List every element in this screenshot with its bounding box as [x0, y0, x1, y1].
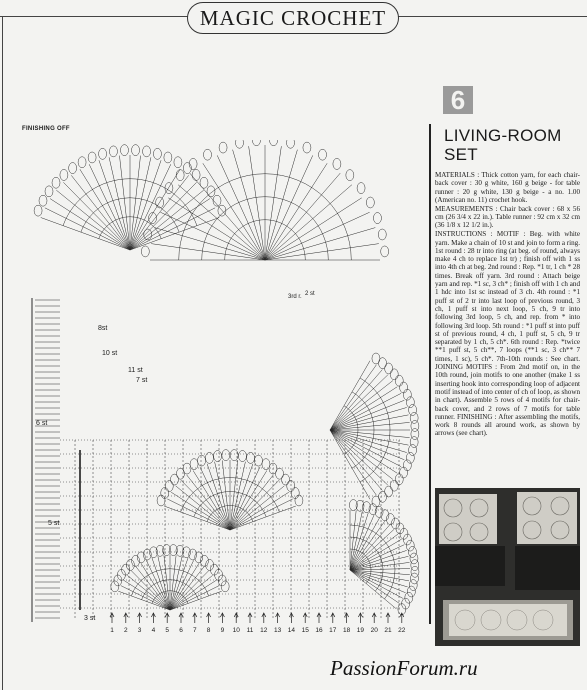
column-number: 20	[370, 627, 378, 634]
fan-spoke	[217, 155, 265, 260]
column-number: 11	[246, 627, 254, 634]
column-number: 3	[137, 627, 142, 634]
fan-picot	[295, 495, 303, 506]
fan-spoke	[350, 515, 374, 570]
fan-picot	[143, 146, 151, 157]
fan-picot	[373, 213, 381, 224]
fan-picot	[410, 412, 418, 423]
magazine-header	[187, 2, 399, 34]
fan-spoke	[265, 198, 362, 260]
fan-spoke	[265, 163, 327, 260]
column-number: 18	[342, 627, 351, 634]
fan-spoke	[63, 182, 130, 250]
magazine-title: MAGIC CROCHET	[199, 5, 387, 30]
fan-spoke	[155, 228, 265, 260]
fan-picot	[45, 186, 53, 197]
fan-picot	[34, 205, 42, 216]
row-label: 6 st	[36, 420, 48, 427]
fan-spoke	[203, 163, 265, 260]
column-number: 14	[287, 627, 296, 634]
fan-picot	[411, 429, 419, 440]
row-label: 3 st	[84, 615, 96, 622]
fan-spoke	[230, 475, 273, 530]
fan-spoke	[350, 570, 400, 604]
column-number: 21	[384, 627, 392, 634]
fan-picot	[235, 140, 243, 148]
fan-spoke	[330, 365, 376, 430]
product-photo	[435, 488, 580, 646]
fan-picot	[109, 146, 117, 157]
fan-spoke	[330, 430, 393, 479]
fan-picot	[164, 152, 172, 163]
row-label: 10 st	[102, 350, 118, 357]
fan-spoke	[249, 146, 265, 260]
fan-picot	[357, 183, 365, 194]
fan-picot	[281, 474, 289, 485]
column-number: 1	[110, 627, 114, 634]
column-number: 4	[151, 627, 156, 634]
fan-picot	[410, 437, 418, 448]
fan-picot	[333, 158, 341, 169]
fan-spoke	[181, 480, 230, 530]
fan-picot	[39, 195, 47, 206]
fan-picot	[141, 246, 149, 257]
row-label: 5 st	[48, 520, 60, 527]
fan-spoke	[109, 157, 130, 250]
fan-spoke	[330, 370, 382, 430]
fan-picot	[200, 177, 208, 188]
fan-picot	[408, 546, 416, 557]
fan-picot	[192, 169, 200, 180]
fan-spoke	[265, 155, 313, 260]
fan-spoke	[265, 228, 375, 260]
fan-picot	[207, 186, 215, 197]
fan-picot	[406, 540, 414, 551]
fan-spoke	[265, 212, 370, 260]
fan-picot	[198, 455, 206, 466]
fan-spoke	[350, 570, 406, 593]
living-room-photo	[435, 488, 580, 646]
title-line-1: LIVING-ROOM	[444, 126, 562, 145]
fan-spoke	[265, 150, 297, 260]
fan-picot	[111, 581, 119, 592]
column-number: 22	[398, 627, 406, 634]
title-line-2: SET	[444, 145, 478, 164]
fan-picot	[287, 140, 295, 148]
measurements-paragraph: MEASUREMENTS : Chair back cover : 68 x 56 cm (26 3/4 x 22 in.). Table runner : 92 cm x 32 cm (36 1/8 x 12 1/2 in.).	[435, 204, 580, 230]
fan-picot	[390, 480, 398, 491]
fan-picot	[405, 592, 413, 603]
fan-spoke	[230, 480, 279, 530]
fan-spoke	[265, 185, 352, 260]
fan-spoke	[130, 182, 197, 250]
fan-picot	[400, 467, 408, 478]
fan-picot	[203, 149, 211, 160]
fan-spoke	[151, 244, 265, 260]
fan-picot	[409, 404, 417, 415]
fan-spoke	[233, 150, 265, 260]
column-number: 10	[232, 627, 240, 634]
fan-spoke	[330, 400, 404, 430]
fan-picot	[205, 452, 213, 463]
column-number: 13	[273, 627, 282, 634]
fan-picot	[157, 495, 165, 506]
column-number: 2	[123, 627, 128, 634]
fan-picot	[69, 163, 77, 174]
fan-picot	[319, 149, 327, 160]
fan-picot	[395, 474, 403, 485]
fan-spoke	[130, 157, 151, 250]
article-sidebar	[423, 86, 583, 646]
fan-picot	[222, 450, 230, 461]
column-number: 15	[301, 627, 309, 634]
fan-picot	[385, 486, 393, 497]
fan-picot	[230, 450, 238, 461]
fan-picot	[409, 580, 417, 591]
fan-spoke	[330, 430, 410, 438]
column-number: 5	[165, 627, 170, 634]
column-number: 6	[179, 627, 183, 634]
fan-picot	[411, 560, 419, 571]
article-body	[435, 171, 580, 438]
fan-spoke	[265, 146, 281, 260]
instructions-paragraph: INSTRUCTIONS : MOTIF : Beg. with white yarn. Make a chain of 10 st and join to form a ring. 1st round : 28 tr into ring (at beg. of round, always make 4 ch to replace 1st tr) ; finish off with 1 ss into 4th ch at beg. 2nd round : Rep. *1 tr, 1 ch * 28 times. Break off yarn. 3rd round : Attach beige yarn and rep. *1 sc, 3 ch* ; finish off with 1 ch and 1 hdc into 1st sc instead of 3 ch. 4th round : *1 puff st of 2 tr into last loop of previous round, 3 ch, 1 puff st into next loop, 5 ch, 9 tr into following 3rd loop, 5 ch, and rep. from * into following 3rd loop. 5th round : *1 puff st into puff st of previous round, 4 ch, 1 puff st, 5 ch, 9 tr separated by 1 ch, 5 ch*. 6th round : Rep. *twice **1 puff st, 5 ch**, 7 loops (**1 sc, 3 ch** 7 times, 1 sc), 5 ch*. 7th-10th rounds : See chart. JOINING MOTIFS : From 2nd motif on, in the 10th round, join motifs to one another (make 1 ss inserting hook into corresponding loop of adjacent motif instead of into center of ch of loop, as shown in chart). Assemble 5 rows of 4 motifs for chair-back cover, and 2 rows of 7 motifs for table runner. FINISHING : After assembling the motifs, work 8 rounds all around work, as shown by arrows (see chart).	[435, 230, 580, 438]
round-label: 3rd r.	[288, 294, 302, 300]
fan-picot	[254, 455, 262, 466]
fan-picot	[174, 157, 182, 168]
fan-picot	[379, 358, 387, 369]
fan-picot	[153, 148, 161, 159]
pattern-number	[443, 86, 473, 114]
fan-spoke	[170, 571, 209, 610]
fan-picot	[99, 148, 107, 159]
fan-spoke	[71, 175, 130, 250]
fan-spoke	[187, 475, 230, 530]
fan-picot	[407, 586, 415, 597]
column-number: 9	[220, 627, 225, 634]
crochet-chart	[20, 140, 420, 635]
fan-picot	[219, 142, 227, 153]
fan-spoke	[265, 173, 340, 260]
fan-spoke	[130, 208, 215, 250]
fan-spoke	[330, 430, 382, 490]
fan-spoke	[350, 570, 409, 581]
fan-picot	[409, 445, 417, 456]
round-label: 2 st	[305, 291, 315, 297]
fan-picot	[88, 152, 96, 163]
fan-picot	[366, 197, 374, 208]
fan-picot	[190, 459, 198, 470]
left-border	[2, 16, 3, 690]
fan-spoke	[160, 212, 265, 260]
fan-picot	[132, 145, 140, 156]
column-number: 16	[315, 627, 323, 634]
finishing-off-label: FINISHING OFF	[22, 126, 70, 132]
row-label: 8st	[98, 325, 108, 332]
fan-picot	[221, 581, 229, 592]
fan-spoke	[330, 430, 404, 460]
fan-picot	[252, 140, 260, 146]
fan-picot	[378, 229, 386, 240]
fan-picot	[262, 459, 270, 470]
row-label: 7 st	[136, 377, 148, 384]
fan-picot	[247, 452, 255, 463]
materials-paragraph: MATERIALS : Thick cotton yarn, for each chair-back cover : 30 g white, 160 g beige - for table runner : 20 g white, 130 g beige - a no. 1.00 (American no. 11) crochet hook.	[435, 171, 580, 204]
fan-spoke	[265, 244, 379, 260]
fan-spoke	[45, 208, 130, 250]
sidebar-rule	[429, 124, 431, 624]
column-number: 7	[192, 627, 197, 634]
fan-spoke	[330, 381, 393, 430]
fan-spoke	[131, 571, 170, 610]
fan-spoke	[350, 570, 396, 609]
fan-picot	[238, 451, 246, 462]
row-label: 11 st	[128, 367, 143, 374]
fan-picot	[287, 481, 295, 492]
fan-picot	[276, 468, 284, 479]
fan-picot	[291, 488, 299, 499]
fan-picot	[165, 481, 173, 492]
fan-picot	[60, 169, 68, 180]
fan-picot	[270, 140, 278, 146]
fan-picot	[410, 573, 418, 584]
fan-picot	[176, 170, 184, 181]
fan-picot	[171, 474, 179, 485]
fan-picot	[381, 246, 389, 257]
fan-picot	[390, 369, 398, 380]
fan-picot	[120, 145, 128, 156]
fan-picot	[395, 375, 403, 386]
fan-picot	[346, 170, 354, 181]
fan-picot	[214, 451, 222, 462]
fan-picot	[78, 157, 86, 168]
fan-picot	[400, 382, 408, 393]
column-number: 12	[260, 627, 268, 634]
fan-picot	[403, 534, 411, 545]
fan-picot	[183, 463, 191, 474]
fan-spoke	[178, 185, 265, 260]
fan-picot	[303, 142, 311, 153]
column-number: 8	[206, 627, 211, 634]
fan-picot	[52, 177, 60, 188]
fan-spoke	[330, 422, 410, 430]
column-number: 19	[356, 627, 365, 634]
pattern-number-text: 6	[450, 86, 466, 114]
fan-picot	[385, 363, 393, 374]
fan-spoke	[130, 175, 189, 250]
fan-spoke	[350, 539, 401, 570]
article-title	[444, 126, 562, 164]
column-number: 17	[329, 627, 337, 634]
watermark: PassionForum.ru	[330, 656, 478, 680]
